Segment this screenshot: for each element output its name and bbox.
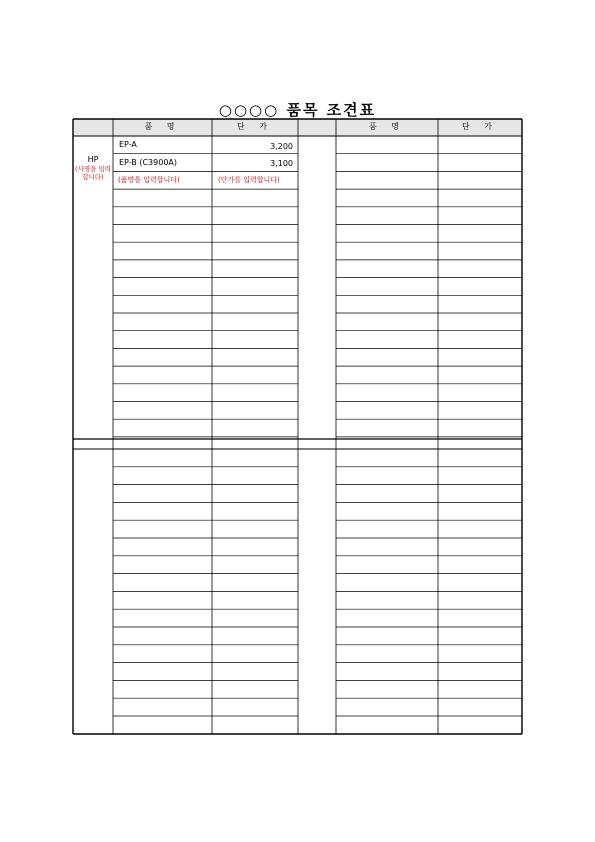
- header-unit-price-left: 단 가: [237, 122, 273, 131]
- brand-note: (사명을 입력합니다): [75, 165, 111, 182]
- page-title: ○○○○ 품목 조견표: [218, 101, 377, 119]
- row-3-item-placeholder: (품명을 입력합니다): [118, 176, 180, 184]
- header-unit-price-right: 단 가: [462, 122, 498, 131]
- row-2-price: 3,100: [270, 159, 293, 168]
- header-item-name-left: 품 명: [144, 122, 181, 131]
- row-1-price: 3,200: [270, 142, 293, 151]
- brand-cell: [73, 155, 113, 181]
- row-1-item: EP-A: [119, 140, 137, 149]
- row-3-price-placeholder: (단가를 입력합니다): [218, 176, 280, 184]
- row-2-item: EP-B (C3900A): [119, 158, 177, 167]
- header-item-name-right: 품 명: [369, 122, 405, 131]
- brand-name: HP: [87, 155, 99, 164]
